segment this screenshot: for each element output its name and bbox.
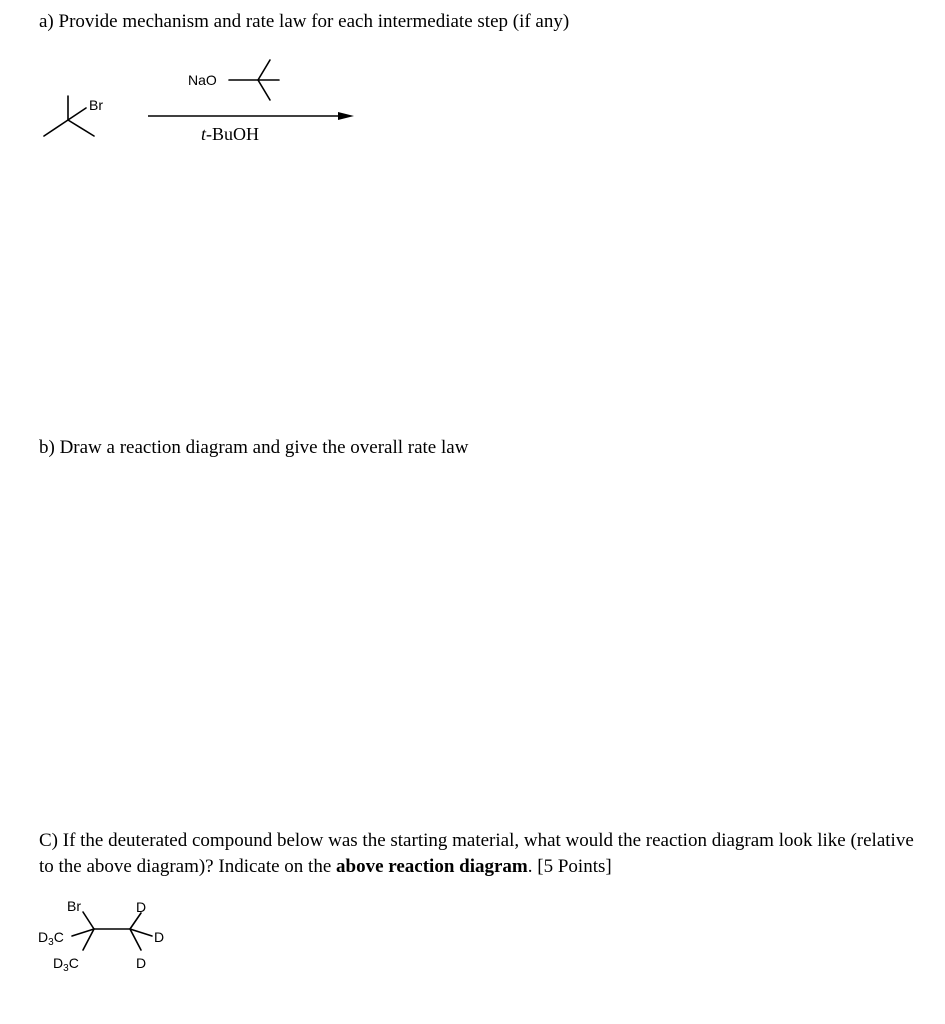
bond [258,60,270,80]
bond [68,120,94,136]
solvent-label [201,124,259,144]
question-b [39,435,468,461]
reagent-structure [188,60,279,100]
question-c [39,828,919,880]
question-c-text-1: C) If the deuterated compound below was the starting material, what would the reaction diagram look like (relative to the above diagram)? Indicate on the [39,830,914,877]
deuterium-label-bottom: D [136,955,147,971]
deuterium-label-top: D [136,899,147,915]
cd3-label-upper: $D_3C$ [38,929,64,948]
reagent-nao-label: NaO [188,72,217,88]
solvent-prefix: t [201,124,207,144]
solvent-rest: -BuOH [206,124,260,144]
substrate-structure [44,96,103,136]
arrow-head [338,112,354,120]
deuterated-br-label: Br [67,898,81,914]
bond [130,913,141,929]
bond [83,912,94,929]
question-b-text: b) Draw a reaction diagram and give the overall rate law [39,437,469,458]
substrate-br-label: Br [89,97,103,113]
bond [258,80,270,100]
question-c-bold-text: above reaction diagram [336,856,528,877]
deuterated-compound [38,898,164,974]
question-a-text: a) Provide mechanism and rate law for each intermediate step (if any) [39,11,570,32]
cd3-label-lower: $D_3C$ [53,955,79,974]
bond [68,108,86,120]
deuterium-label-right: D [154,929,165,945]
question-c-text-2: . [5 Points] [527,856,612,877]
bond [44,120,68,136]
reaction-arrow [148,112,354,120]
